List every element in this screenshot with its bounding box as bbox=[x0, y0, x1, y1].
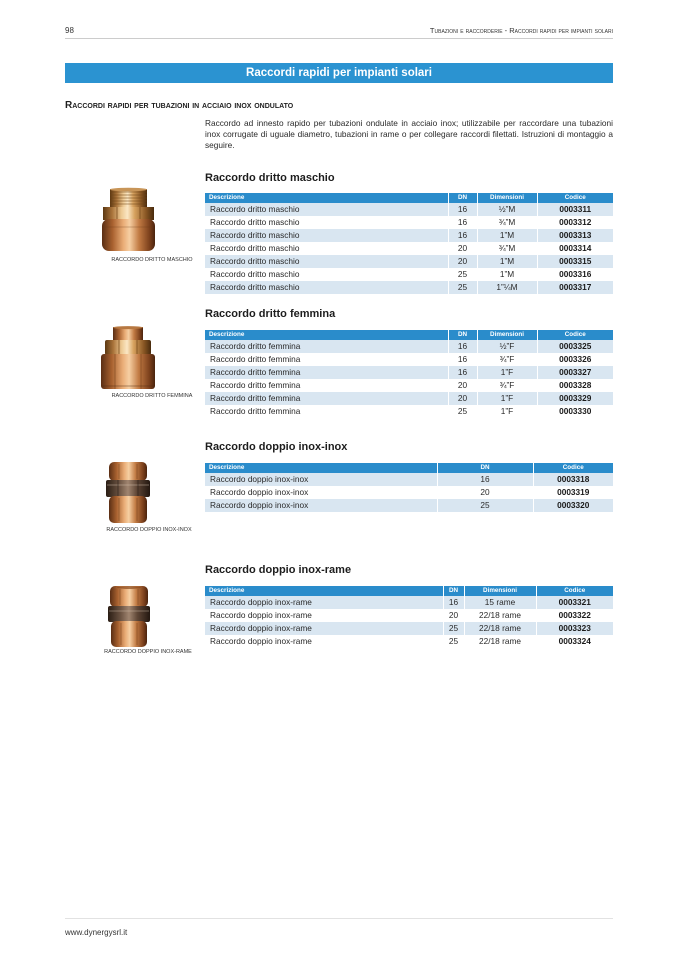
cell-dn: 25 bbox=[448, 268, 477, 281]
section-description: Raccordo ad innesto rapido per tubazioni ondulate in acciaio inox; utilizzabile per raccordare una tubazioni inox corrugate di uguale diametro, tubazioni in rame o per collegare raccordi filettati. Istruzioni di montaggio a seguire. bbox=[205, 118, 613, 150]
table-row bbox=[205, 473, 613, 486]
cell-codice: 0003327 bbox=[537, 366, 613, 379]
cell-dn: 25 bbox=[443, 635, 464, 648]
cell-dn: 16 bbox=[448, 229, 477, 242]
table-row bbox=[205, 340, 613, 353]
column-header-dimensioni: Dimensioni bbox=[477, 193, 537, 203]
cell-descrizione: Raccordo dritto femmina bbox=[210, 380, 301, 390]
column-header-descrizione: Descrizione bbox=[205, 193, 448, 203]
table-row bbox=[205, 255, 613, 268]
cell-descrizione: Raccordo doppio inox-rame bbox=[210, 610, 312, 620]
center-hex bbox=[106, 480, 150, 497]
cell-descrizione: Raccordo dritto femmina bbox=[205, 366, 448, 379]
cell-dimensioni: 22/18 rame bbox=[464, 635, 536, 648]
product-image-doppio-inox-rame bbox=[106, 585, 152, 649]
section-banner bbox=[65, 63, 613, 83]
fitting-body bbox=[102, 219, 155, 251]
cell-descrizione: Raccordo dritto maschio bbox=[210, 269, 300, 279]
table-row bbox=[205, 596, 613, 609]
table-row bbox=[205, 281, 613, 294]
table-row bbox=[205, 242, 613, 255]
cell-codice: 0003330 bbox=[537, 405, 613, 418]
hex-nut bbox=[105, 340, 151, 355]
page-number: 98 bbox=[65, 26, 74, 35]
cell-dimensioni: ½”M bbox=[477, 203, 537, 216]
cell-dimensioni: ¾”M bbox=[477, 216, 537, 229]
cell-codice: 0003319 bbox=[533, 486, 613, 499]
cell-dimensioni: ¾”F bbox=[477, 353, 537, 366]
cell-codice: 0003328 bbox=[537, 379, 613, 392]
cell-codice: 0003326 bbox=[537, 353, 613, 366]
product-table-dritto-femmina bbox=[205, 330, 613, 418]
column-header-dimensioni: Dimensioni bbox=[464, 586, 536, 596]
column-header-descrizione: Descrizione bbox=[205, 463, 437, 473]
hex-nut bbox=[103, 207, 154, 220]
column-header-codice: Codice bbox=[537, 193, 613, 203]
cell-dn: 16 bbox=[448, 353, 477, 366]
cell-codice: 0003315 bbox=[537, 255, 613, 268]
column-header-dn: DN bbox=[437, 463, 533, 473]
footer-rule bbox=[65, 918, 613, 919]
cell-dimensioni: 1”F bbox=[477, 366, 537, 379]
top-nut bbox=[110, 586, 148, 607]
cell-dimensioni: 22/18 rame bbox=[464, 622, 536, 635]
table-row bbox=[205, 499, 613, 512]
table-row bbox=[205, 216, 613, 229]
cell-descrizione: Raccordo dritto femmina bbox=[210, 354, 301, 364]
cell-dimensioni: 1”F bbox=[477, 392, 537, 405]
cell-dimensioni: 1”M bbox=[477, 255, 537, 268]
cell-dn: 20 bbox=[443, 609, 464, 622]
running-title: Tubazioni e raccorderie - Raccordi rapidi per impianti solari bbox=[429, 26, 613, 35]
pipe-end bbox=[113, 326, 143, 341]
cell-dn: 16 bbox=[443, 596, 464, 609]
product-image-dritto-maschio bbox=[100, 187, 157, 253]
banner-title: Raccordi rapidi per impianti solari bbox=[246, 67, 432, 79]
table-row bbox=[205, 353, 613, 366]
table-row bbox=[205, 229, 613, 242]
product-title-doppio-inox-rame: Raccordo doppio inox-rame bbox=[205, 564, 352, 576]
bottom-nut bbox=[109, 496, 147, 523]
cell-codice: 0003329 bbox=[537, 392, 613, 405]
cell-codice: 0003318 bbox=[533, 473, 613, 486]
table-row bbox=[205, 486, 613, 499]
cell-codice: 0003325 bbox=[537, 340, 613, 353]
product-table-doppio-inox-inox bbox=[205, 463, 613, 512]
bottom-nut bbox=[111, 621, 147, 647]
table-row bbox=[205, 203, 613, 216]
product-caption-doppio-inox-rame: RACCORDO DOPPIO INOX-RAME bbox=[104, 649, 192, 655]
table-header-row bbox=[205, 330, 613, 340]
header-rule bbox=[65, 38, 613, 39]
cell-dimensioni: 15 rame bbox=[464, 596, 536, 609]
cell-codice: 0003311 bbox=[537, 203, 613, 216]
center-hex bbox=[108, 606, 150, 622]
footer-website: www.dynergysrl.it bbox=[65, 928, 128, 937]
cell-dimensioni: 1”M bbox=[477, 229, 537, 242]
cell-codice: 0003322 bbox=[536, 609, 613, 622]
cell-dn: 25 bbox=[437, 499, 533, 512]
cell-dimensioni: ½”F bbox=[477, 340, 537, 353]
cell-codice: 0003314 bbox=[537, 242, 613, 255]
product-caption-doppio-inox-inox: RACCORDO DOPPIO INOX-INOX bbox=[106, 527, 192, 533]
cell-descrizione: Raccordo doppio inox-rame bbox=[205, 622, 443, 635]
cell-descrizione: Raccordo doppio inox-inox bbox=[205, 499, 437, 512]
cell-dn: 20 bbox=[448, 242, 477, 255]
cell-dn: 20 bbox=[448, 255, 477, 268]
column-header-descrizione: Descrizione bbox=[205, 586, 443, 596]
section-title: Raccordi rapidi per tubazioni in acciaio inox ondulato bbox=[65, 100, 294, 111]
cell-dn: 16 bbox=[448, 340, 477, 353]
table-row bbox=[205, 268, 613, 281]
cell-dn: 20 bbox=[437, 486, 533, 499]
cell-dn: 20 bbox=[448, 392, 477, 405]
cell-dn: 16 bbox=[448, 366, 477, 379]
column-header-codice: Codice bbox=[537, 330, 613, 340]
table-header-row bbox=[205, 586, 613, 596]
cell-descrizione: Raccordo dritto maschio bbox=[205, 255, 448, 268]
cell-dimensioni: ¾”F bbox=[477, 379, 537, 392]
cell-codice: 0003324 bbox=[536, 635, 613, 648]
product-table-dritto-maschio bbox=[205, 193, 613, 294]
cell-codice: 0003321 bbox=[536, 596, 613, 609]
table-header-row bbox=[205, 193, 613, 203]
product-table-doppio-inox-rame bbox=[205, 586, 613, 648]
column-header-dimensioni: Dimensioni bbox=[477, 330, 537, 340]
cell-dimensioni: ¾”M bbox=[477, 242, 537, 255]
product-caption-dritto-maschio: RACCORDO DRITTO MASCHIO bbox=[111, 257, 193, 263]
fitting-body bbox=[101, 354, 155, 389]
cell-dn: 20 bbox=[448, 379, 477, 392]
top-nut bbox=[109, 462, 147, 481]
cell-descrizione: Raccordo dritto maschio bbox=[205, 281, 448, 294]
product-title-dritto-femmina: Raccordo dritto femmina bbox=[205, 308, 336, 320]
product-title-doppio-inox-inox: Raccordo doppio inox-inox bbox=[205, 441, 348, 453]
column-header-dn: DN bbox=[448, 193, 477, 203]
table-row bbox=[205, 379, 613, 392]
table-row bbox=[205, 622, 613, 635]
table-row bbox=[205, 366, 613, 379]
cell-descrizione: Raccordo dritto maschio bbox=[210, 217, 300, 227]
product-title-dritto-maschio: Raccordo dritto maschio bbox=[205, 172, 335, 184]
cell-dn: 16 bbox=[437, 473, 533, 486]
cell-descrizione: Raccordo dritto femmina bbox=[205, 340, 448, 353]
cell-descrizione: Raccordo doppio inox-rame bbox=[210, 636, 312, 646]
threaded-end bbox=[110, 188, 147, 208]
cell-codice: 0003317 bbox=[537, 281, 613, 294]
cell-dimensioni: 22/18 rame bbox=[464, 609, 536, 622]
column-header-dn: DN bbox=[448, 330, 477, 340]
cell-codice: 0003323 bbox=[536, 622, 613, 635]
cell-descrizione: Raccordo doppio inox-rame bbox=[205, 596, 443, 609]
cell-dn: 25 bbox=[443, 622, 464, 635]
table-row bbox=[205, 609, 613, 622]
cell-descrizione: Raccordo doppio inox-inox bbox=[210, 487, 309, 497]
cell-descrizione: Raccordo dritto maschio bbox=[205, 229, 448, 242]
table-row bbox=[205, 635, 613, 648]
cell-descrizione: Raccordo doppio inox-inox bbox=[205, 473, 437, 486]
table-row bbox=[205, 392, 613, 405]
cell-descrizione: Raccordo dritto maschio bbox=[205, 203, 448, 216]
cell-codice: 0003313 bbox=[537, 229, 613, 242]
cell-dimensioni: 1”¼M bbox=[477, 281, 537, 294]
product-caption-dritto-femmina: RACCORDO DRITTO FEMMINA bbox=[111, 393, 193, 399]
cell-dn: 25 bbox=[448, 405, 477, 418]
cell-dimensioni: 1”F bbox=[477, 405, 537, 418]
cell-dimensioni: 1”M bbox=[477, 268, 537, 281]
cell-descrizione: Raccordo dritto femmina bbox=[205, 392, 448, 405]
cell-descrizione: Raccordo dritto maschio bbox=[210, 243, 300, 253]
table-row bbox=[205, 405, 613, 418]
column-header-descrizione: Descrizione bbox=[205, 330, 448, 340]
cell-codice: 0003312 bbox=[537, 216, 613, 229]
cell-codice: 0003320 bbox=[533, 499, 613, 512]
column-header-codice: Codice bbox=[533, 463, 613, 473]
cell-dn: 25 bbox=[448, 281, 477, 294]
product-image-doppio-inox-inox bbox=[104, 461, 152, 525]
column-header-dn: DN bbox=[443, 586, 464, 596]
cell-dn: 16 bbox=[448, 203, 477, 216]
table-header-row bbox=[205, 463, 613, 473]
cell-descrizione: Raccordo dritto femmina bbox=[210, 406, 301, 416]
product-image-dritto-femmina bbox=[100, 326, 156, 391]
column-header-codice: Codice bbox=[536, 586, 613, 596]
cell-dn: 16 bbox=[448, 216, 477, 229]
cell-codice: 0003316 bbox=[537, 268, 613, 281]
